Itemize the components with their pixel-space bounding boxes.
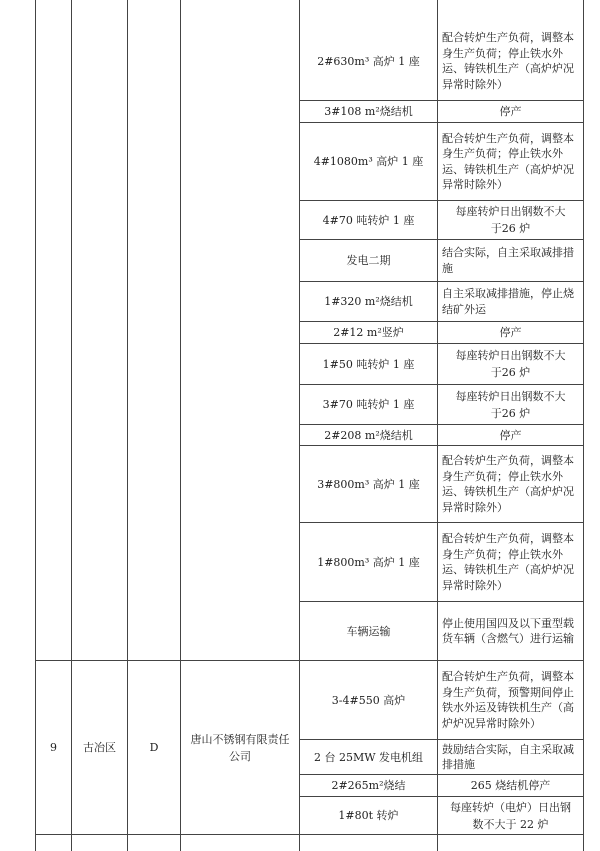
equipment-cell: 4#70 吨转炉 1 座 [322, 213, 415, 227]
measure-cell: 停产 [499, 326, 522, 339]
equipment-cell: 2#265m²烧结 [331, 779, 406, 792]
measure-cell: 每座转炉日出钢数不大于26 炉 [455, 205, 566, 235]
equipment-cell: 1#50 吨转炉 1 座 [322, 357, 415, 371]
measure-cell: 265 烧结机停产 [470, 779, 551, 792]
equipment-cell: 1#80t 转炉 [338, 809, 399, 822]
equipment-cell: 2#208 m²烧结机 [324, 428, 413, 442]
row-index: 9 [50, 741, 57, 754]
equipment-cell: 2 台 25MW 发电机组 [313, 750, 424, 764]
measure-cell: 停产 [499, 428, 522, 442]
equipment-cell: 3#108 m²烧结机 [324, 105, 413, 118]
measure-cell: 配合转炉生产负荷，调整本身生产负荷；停止铁水外运、铸铁机生产（高炉炉况异常时除外） [442, 532, 574, 592]
measure-cell: 每座转炉（电炉）日出钢数不大于 22 炉 [450, 800, 571, 831]
measure-cell: 配合转炉生产负荷，调整本身生产负荷，预警期间停止铁水外运及铸铁机生产（高炉炉况异常时除外） [442, 670, 574, 730]
grade-cell: D [149, 741, 159, 754]
district-cell: 古冶区 [83, 741, 116, 754]
measure-cell: 配合转炉生产负荷，调整本身生产负荷；停止铁水外运、铸铁机生产（高炉炉况异常时除外） [442, 454, 574, 514]
measure-cell: 停产 [499, 105, 522, 118]
measure-cell: 停止使用国四及以下重型载货车辆（含燃气）进行运输 [442, 616, 574, 645]
equipment-cell: 4#1080m³ 高炉 1 座 [313, 155, 424, 168]
measure-cell: 配合转炉生产负荷，调整本身生产负荷；停止铁水外运、铸铁机生产（高炉炉况异常时除外） [442, 131, 574, 191]
equipment-cell: 1#800m³ 高炉 1 座 [317, 555, 420, 569]
measure-cell: 配合转炉生产负荷，调整本身生产负荷；停止铁水外运、铸铁机生产（高炉炉况异常时除外） [442, 31, 574, 91]
equipment-cell: 车辆运输 [346, 624, 391, 638]
measure-cell: 每座转炉日出钢数不大于26 炉 [455, 389, 566, 420]
equipment-cell: 2#630m³ 高炉 1 座 [317, 54, 420, 68]
table-border-bottom [35, 834, 584, 835]
measure-cell: 自主采取减排措施，停止烧结矿外运 [442, 287, 574, 316]
equipment-cell: 3-4#550 高炉 [331, 693, 406, 707]
table-border-right [583, 0, 584, 851]
equipment-cell: 3#70 吨转炉 1 座 [322, 398, 415, 411]
equipment-cell: 3#800m³ 高炉 1 座 [317, 477, 420, 491]
company-cell: 唐山不锈钢有限责任公司 [190, 732, 290, 763]
measure-cell: 结合实际，自主采取减排措施 [442, 246, 574, 275]
equipment-cell: 发电二期 [346, 254, 391, 267]
measure-cell: 鼓励结合实际，自主采取减排措施 [442, 742, 574, 771]
equipment-cell: 1#320 m²烧结机 [324, 295, 413, 308]
equipment-cell: 2#12 m²竖炉 [333, 326, 404, 339]
measure-cell: 每座转炉日出钢数不大于26 炉 [455, 349, 566, 379]
